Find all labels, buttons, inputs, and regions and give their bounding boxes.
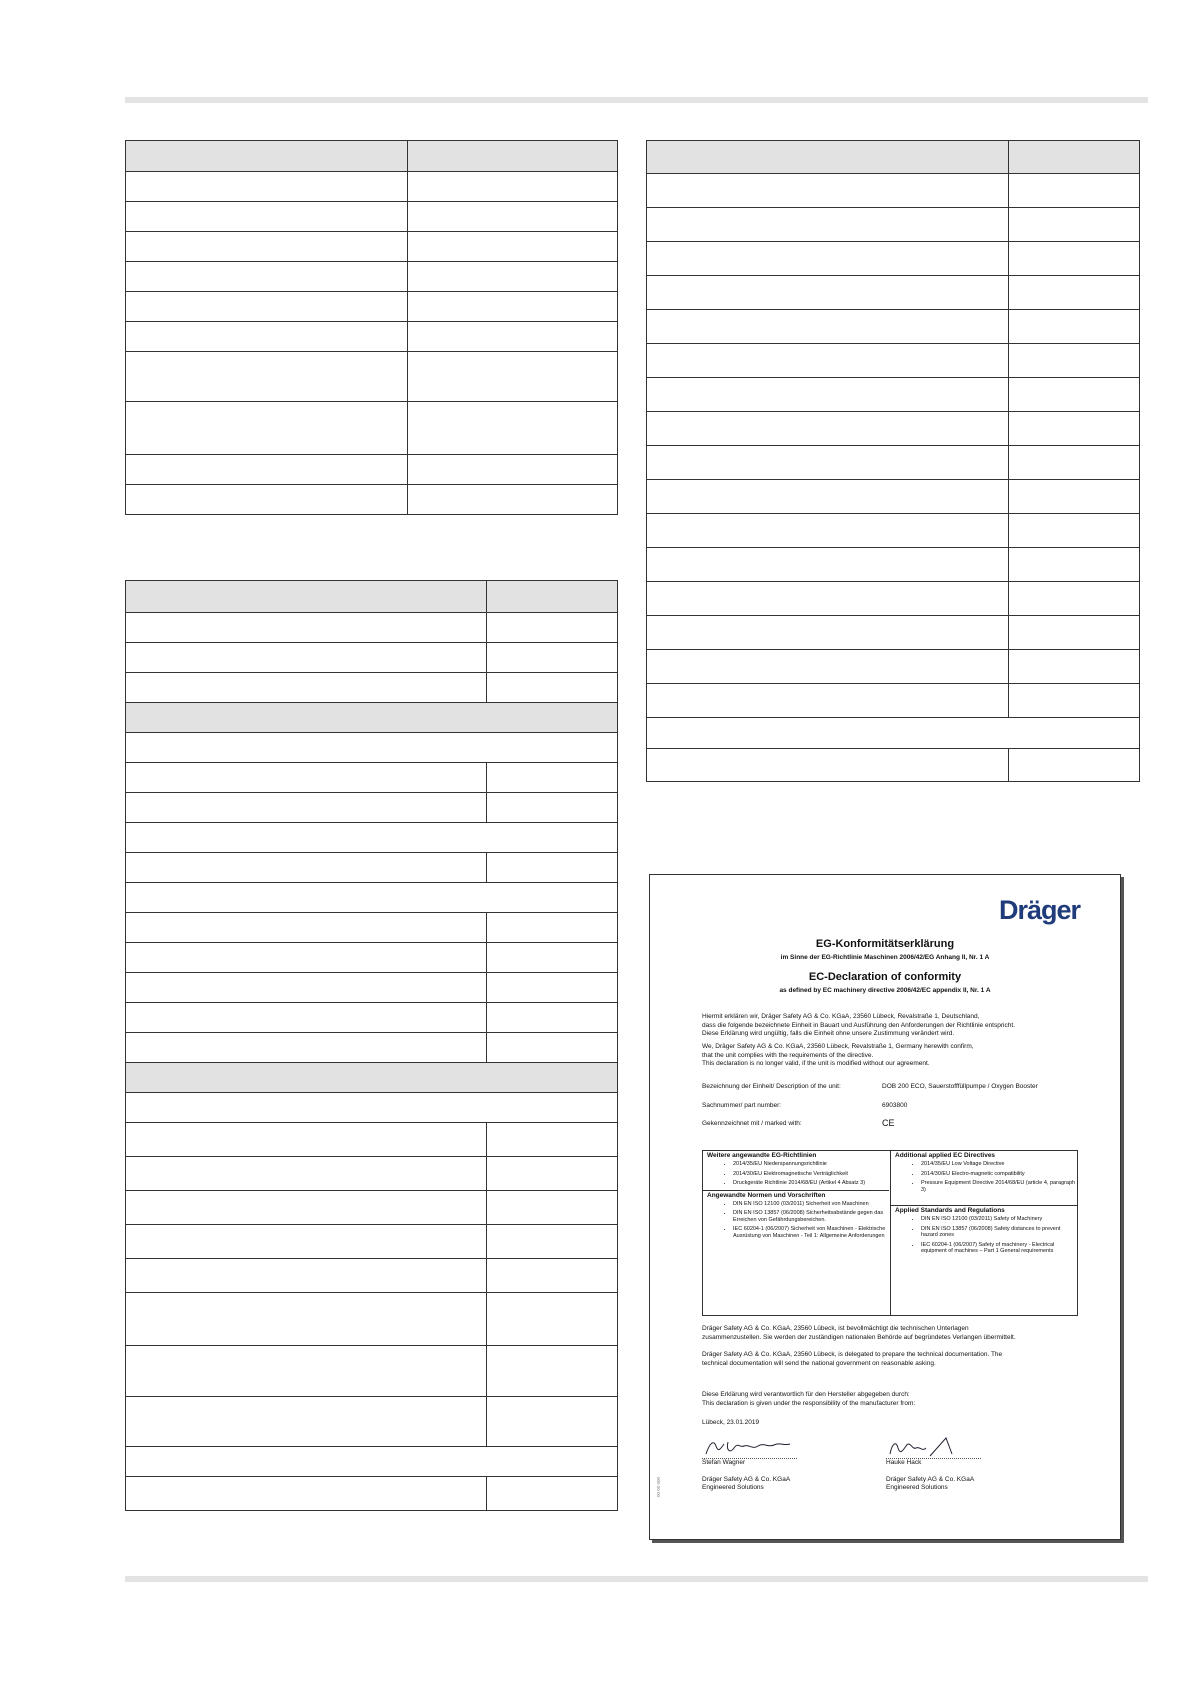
left-list-1 [703,1161,889,1187]
description-label: Bezeichnung der Einheit/ Description of the unit: [702,1083,841,1090]
subtitle-de: im Sinne der EG-Richtlinie Maschinen 2006/42/EG Anhang II, Nr. 1 A [780,954,990,961]
table-row [126,1293,618,1346]
declaration-de [702,1013,1092,1039]
title-de: EG-Konformitätserklärung [815,938,955,950]
declaration-de-line: Hiermit erklären wir, Dräger Safety AG & Co. KGaA, 23560 Lübeck, Revalstraße 1, Deutschland, [702,1013,980,1020]
signer-1-dept: Engineered Solutions [702,1484,764,1491]
list-item: • Pressure Equipment Directive 2014/68/EU (article 4, paragraph 3) [921,1180,1077,1193]
table-span-row [126,733,618,763]
left-heading-2: Angewandte Normen und Vorschriften [703,1190,889,1200]
table-row [647,208,1140,242]
table-right [646,140,1140,782]
table-row [126,262,618,292]
table-row [647,378,1140,412]
technical-de-line: Dräger Safety AG & Co. KGaA, 23560 Lübeck, ist bevollmächtigt die technischen Unterlagen [702,1325,969,1332]
table-row [126,673,618,703]
title-en: EC-Declaration of conformity [808,971,962,983]
responsibility-line: This declaration is given under the responsibility of the manufacturer from: [702,1399,916,1407]
list-item: • 2014/35/EU Low Voltage Directive [921,1161,1077,1168]
table-row [126,455,618,485]
table-row [126,1397,618,1447]
table-row [126,1123,618,1157]
list-item: • IEC 60204-1 (06/2007) Sicherheit von Maschinen - Elektrische Ausrüstung von Maschinen - Teil 1: Allgemeine Anforderungen [733,1226,889,1239]
table-row [647,310,1140,344]
signature-1-scribble [702,1436,797,1458]
list-item: • 2014/30/EU Electro-magnetic compatibility [921,1171,1077,1178]
table-row [126,172,618,202]
table-row [647,650,1140,684]
right-list-2 [891,1216,1077,1255]
right-heading-2: Applied Standards and Regulations [891,1205,1077,1215]
table-header-row [647,141,1140,174]
marked-label: Gekennzeichnet mit / marked with: [702,1120,802,1127]
table-span-row [126,1093,618,1123]
declaration-de-line: Diese Erklärung wird ungültig, falls die Einheit ohne unsere Zustimmung verändert wird. [702,1030,955,1037]
table-top-left [125,140,618,515]
table-row [126,1033,618,1063]
declaration-en-line: that the unit complies with the requirements of the directive. [702,1051,874,1059]
table-span-row [126,883,618,913]
technical-en-line: technical documentation will send the national government on reasonable asking. [702,1359,936,1367]
list-item: • DIN EN ISO 12100 (03/2011) Safety of Machinery [921,1216,1077,1223]
list-item: • 2014/30/EU Elektromagnetische Verträglichkeit [733,1171,889,1178]
top-rule [125,97,1148,103]
technical-docs-en [702,1351,1102,1368]
table-row [126,1157,618,1191]
declaration-de-line: dass die folgende bezeichnete Einheit in Bauart und Ausführung den Anforderungen der Richtlinie entspricht. [702,1021,1015,1029]
table-row [126,1225,618,1259]
table-row [126,1477,618,1511]
table-span-row [126,823,618,853]
left-list-2 [703,1201,889,1240]
directives-right-column [890,1151,1077,1315]
list-item: • Druckgeräte Richtlinie 2014/68/EU (Artikel 4 Absatz 3) [733,1180,889,1187]
table-row [647,412,1140,446]
table-row [126,322,618,352]
table-row [126,1003,618,1033]
signature-block-2 [886,1436,981,1493]
table-row [126,352,618,402]
table-row [647,548,1140,582]
responsibility-text [702,1391,1092,1408]
list-item: • DIN EN ISO 13857 (06/2008) Safety distances to prevent hazard zones [921,1226,1077,1239]
table-header-row [126,141,618,172]
table-row [647,344,1140,378]
table-row [126,853,618,883]
technical-en-line: Dräger Safety AG & Co. KGaA, 23560 Lübeck, is delegated to prepare the technical documentation. The [702,1351,1003,1358]
list-item: • IEC 60204-1 (06/2007) Safety of machinery - Electrical equipment of machines – Part 1 General requirements [921,1242,1077,1255]
part-number-label: Sachnummer/ part number: [702,1102,782,1109]
table-row [126,202,618,232]
table-row [126,913,618,943]
table-row [126,485,618,515]
side-code: 00 00 000 [656,1476,661,1497]
directives-left-column [703,1151,889,1315]
table-row [126,763,618,793]
declaration-en-line: We, Dräger Safety AG & Co. KGaA, 23560 Lübeck, Revalstraße 1, Germany herewith confirm, [702,1043,974,1050]
table-bottom-left [125,580,618,1511]
table-row [126,613,618,643]
table-row [647,749,1140,782]
list-item: • DIN EN ISO 12100 (03/2011) Sicherheit von Maschinen [733,1201,889,1208]
technical-docs-de [702,1325,1102,1342]
table-row [126,402,618,455]
list-item: • DIN EN ISO 13857 (06/2008) Sicherheitsabstände gegen das Erreichen von Gefährdungsbereichen. [733,1210,889,1223]
table-span-row [647,718,1140,749]
table-row [647,446,1140,480]
list-item: • 2014/35/EU Niederspannungsrichtlinie [733,1161,889,1168]
ce-mark: CE [882,1118,895,1128]
table-row [647,616,1140,650]
signature-1 [702,1436,797,1459]
table-header-row [126,581,618,613]
drager-logo: Dräger [998,895,1080,925]
responsibility-line: Diese Erklärung wird verantwortlich für den Hersteller abgegeben durch: [702,1391,910,1398]
signer-2-dept: Engineered Solutions [886,1484,948,1491]
declaration-en-line: This declaration is no longer valid, if the unit is modified without our agreement. [702,1060,930,1067]
table-row [126,1346,618,1397]
description-value: DOB 200 ECO, Sauerstofffüllpumpe / Oxygen Booster [882,1083,1038,1090]
conformity-certificate [649,874,1121,1540]
right-heading-1: Additional applied EC Directives [895,1152,996,1159]
table-row [126,973,618,1003]
table-row [126,1191,618,1225]
signature-2-scribble [886,1436,981,1458]
left-heading-1: Weitere angewandte EG-Richtlinien [707,1152,817,1159]
table-section-row [126,703,618,733]
signature-block-1 [702,1436,797,1493]
right-list-1 [891,1161,1077,1193]
subtitle-en: as defined by EC machinery directive 2006/42/EC appendix II, Nr. 1 A [779,987,991,994]
declaration-en [702,1043,1092,1069]
table-row [126,943,618,973]
table-row [647,242,1140,276]
table-row [647,684,1140,718]
table-row [126,793,618,823]
table-row [126,1259,618,1293]
signer-1-company: Dräger Safety AG & Co. KGaA [702,1475,791,1483]
directives-box [702,1150,1078,1316]
table-row [647,582,1140,616]
place-date: Lübeck, 23.01.2019 [702,1419,760,1426]
table-row [126,232,618,262]
table-row [126,292,618,322]
technical-de-line: zusammenzustellen. Sie werden der zuständigen nationalen Behörde auf begründetes Verlangen übermittelt. [702,1333,1016,1341]
bottom-rule [125,1576,1148,1582]
signer-2-company: Dräger Safety AG & Co. KGaA [886,1475,975,1483]
table-section-row [126,1063,618,1093]
part-number-value: 6903800 [882,1102,908,1109]
signer-2-name: Hauke Hack [886,1459,922,1466]
table-row [126,643,618,673]
signer-1-name: Stefan Wagner [702,1459,746,1466]
table-row [647,174,1140,208]
signature-2 [886,1436,981,1459]
table-row [647,514,1140,548]
table-span-row [126,1447,618,1477]
table-row [647,480,1140,514]
table-row [647,276,1140,310]
